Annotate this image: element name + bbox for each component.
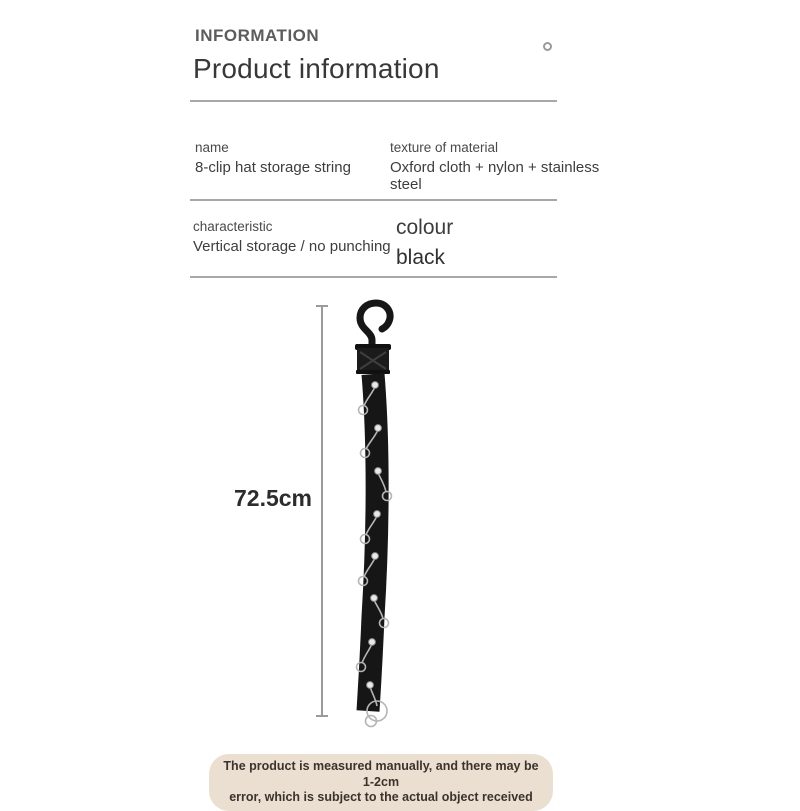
footnote-line1: The product is measured manually, and there may be 1-2cm xyxy=(223,759,539,789)
product-image xyxy=(333,297,433,731)
spec-name xyxy=(195,140,351,176)
spec-characteristic-value: Vertical storage / no punching xyxy=(193,238,391,255)
footnote-line2: error, which is subject to the actual object received xyxy=(229,790,533,805)
measurement-line xyxy=(316,305,328,717)
footnote-badge xyxy=(209,754,553,811)
spec-colour-value: black xyxy=(396,246,446,269)
spec-colour-label: colour xyxy=(396,216,454,239)
spec-characteristic xyxy=(193,219,391,255)
spec-material-label: texture of material xyxy=(390,140,499,155)
divider-top xyxy=(190,100,557,102)
divider-middle xyxy=(190,199,557,201)
measurement-cap-bottom xyxy=(316,715,328,717)
spec-characteristic-label: characteristic xyxy=(193,219,273,234)
spec-name-label: name xyxy=(195,140,229,155)
page-title: Product information xyxy=(193,53,440,84)
spec-name-value: 8-clip hat storage string xyxy=(195,159,351,176)
ring-icon xyxy=(543,42,552,51)
spec-material-value: Oxford cloth + nylon + stainless steel xyxy=(390,159,600,193)
section-eyebrow: INFORMATION xyxy=(195,26,320,45)
divider-bottom xyxy=(190,276,557,278)
spec-material xyxy=(390,140,610,193)
spec-colour xyxy=(396,216,453,270)
measurement-label: 72.5cm xyxy=(233,485,312,511)
measurement-vertical-line xyxy=(321,305,323,717)
hanger-hook-icon xyxy=(360,303,390,349)
